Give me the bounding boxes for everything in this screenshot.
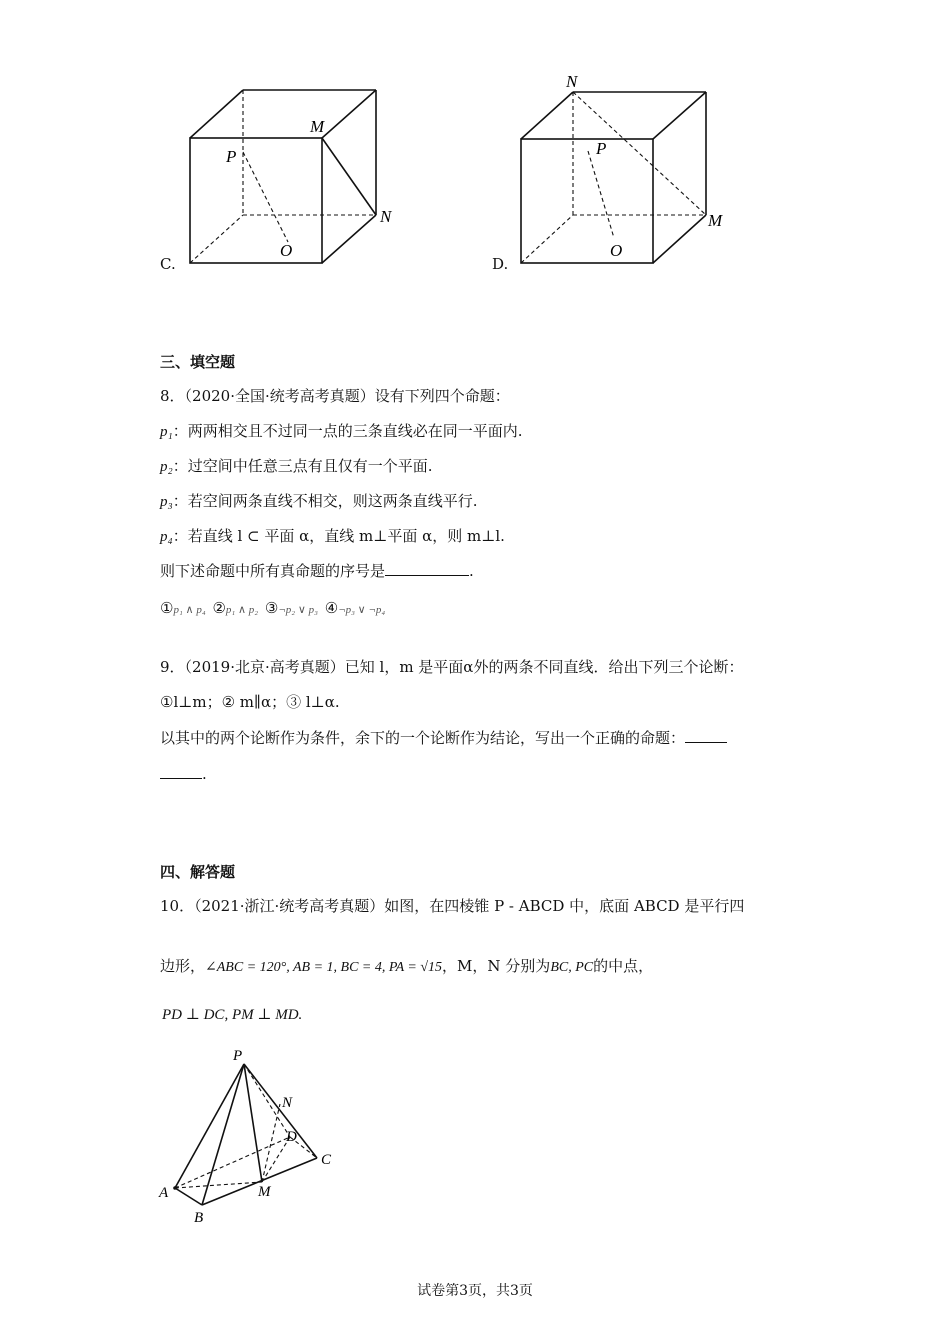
choice-4-marker: ④ bbox=[324, 599, 339, 617]
cube-d-front-face bbox=[521, 139, 653, 263]
choice-4-expr: ¬p₃ ∨ ¬p₄ bbox=[338, 604, 386, 616]
label-a: A bbox=[159, 1185, 169, 1201]
q10-conditions: ∠ABC = 120°, AB = 1, BC = 4, PA = √15 bbox=[205, 960, 443, 975]
q10-midpoint-segments: BC, PC bbox=[550, 960, 594, 975]
p3-label: p₃ bbox=[160, 494, 173, 510]
q10-line2 bbox=[160, 956, 653, 978]
p4-text: ：若直线 l ⊂ 平面 α，直线 m⊥平面 α，则 m⊥l. bbox=[172, 527, 505, 545]
q8-choices bbox=[160, 598, 385, 620]
p4-label: p₄ bbox=[160, 529, 173, 545]
page-footer: 试卷第3页，共3页 bbox=[417, 1283, 533, 1299]
option-d-label: D. bbox=[492, 255, 509, 273]
p1-text: ：两两相交且不过同一点的三条直线必在同一平面内. bbox=[172, 422, 523, 440]
section-heading-solve: 四、解答题 bbox=[160, 863, 236, 881]
label-m: M bbox=[708, 211, 723, 230]
section-heading-fill-in: 三、填空题 bbox=[160, 353, 236, 371]
choice-1-expr: p₁ ∧ p₄ bbox=[173, 604, 206, 616]
label-p: P bbox=[596, 139, 607, 158]
q10-line1: 10．（2021·浙江·统考高考真题）如图，在四棱锥 P - ABCD 中，底面 ABCD 是平行四 bbox=[160, 897, 745, 915]
cube-c-front-face bbox=[190, 138, 322, 263]
q10-line3: PD ⊥ DC, PM ⊥ MD. bbox=[162, 1007, 303, 1023]
label-p: P bbox=[233, 1048, 243, 1064]
cube-d-segment-po bbox=[588, 151, 614, 238]
p2-text: ：过空间中任意三点有且仅有一个平面. bbox=[172, 457, 433, 475]
pyramid-figure bbox=[150, 1040, 350, 1230]
label-m: M bbox=[310, 117, 325, 136]
p3-text: ：若空间两条直线不相交，则这两条直线平行. bbox=[172, 492, 478, 510]
choice-2-marker: ② bbox=[212, 599, 226, 617]
q10-line2-pre: 边形， bbox=[160, 957, 206, 975]
label-n: N bbox=[380, 207, 392, 226]
label-o: O bbox=[280, 241, 293, 260]
q9-task bbox=[160, 728, 727, 748]
q8-ask-end: . bbox=[469, 562, 474, 580]
choice-1-marker: ① bbox=[160, 599, 174, 617]
label-b: B bbox=[194, 1210, 204, 1226]
q9-claims: ①l⊥m；② m∥α；③ l⊥α. bbox=[160, 693, 340, 711]
cube-c-segment-po bbox=[243, 152, 288, 242]
q8-p3 bbox=[160, 491, 478, 512]
label-c: C bbox=[321, 1152, 332, 1168]
q9-answer-blank-1[interactable] bbox=[685, 728, 727, 743]
choice-2-expr: p₁ ∧ p₂ bbox=[225, 604, 259, 616]
label-o: O bbox=[610, 241, 623, 260]
p1-label: p₁ bbox=[160, 424, 173, 440]
label-d: D bbox=[286, 1129, 297, 1145]
q9-end: . bbox=[202, 765, 207, 783]
q8-answer-blank[interactable] bbox=[385, 561, 469, 576]
label-m: M bbox=[258, 1184, 271, 1200]
q8-ask-text: 则下述命题中所有真命题的序号是 bbox=[160, 562, 386, 580]
label-n: N bbox=[566, 72, 578, 91]
q9-stem: 9．（2019·北京·高考真题）已知 l，m 是平面α外的两条不同直线．给出下列三个论断： bbox=[160, 658, 744, 676]
cube-figure-c bbox=[150, 80, 410, 280]
option-c-label: C. bbox=[160, 255, 176, 273]
cube-figure-d bbox=[490, 68, 750, 278]
q10-line2-post: 的中点， bbox=[593, 957, 654, 975]
p2-label: p₂ bbox=[160, 459, 173, 475]
q8-p1 bbox=[160, 421, 523, 442]
q8-p4 bbox=[160, 526, 505, 547]
q9-answer-blank-2[interactable] bbox=[160, 764, 202, 779]
q8-p2 bbox=[160, 456, 433, 477]
choice-3-expr: ¬p₂ ∨ p₃ bbox=[278, 604, 318, 616]
q8-ask bbox=[160, 561, 474, 581]
choice-3-marker: ③ bbox=[264, 599, 279, 617]
cube-c-segment-mn bbox=[322, 138, 376, 215]
label-p: P bbox=[226, 147, 237, 166]
q9-task-cont bbox=[160, 764, 207, 784]
q10-line2-mid: ，M，N 分别为 bbox=[442, 957, 551, 975]
q9-task-text: 以其中的两个论断作为条件，余下的一个论断作为结论，写出一个正确的命题： bbox=[160, 729, 686, 747]
q8-stem: 8．（2020·全国·统考高考真题）设有下列四个命题： bbox=[160, 387, 510, 405]
label-n: N bbox=[282, 1095, 293, 1111]
